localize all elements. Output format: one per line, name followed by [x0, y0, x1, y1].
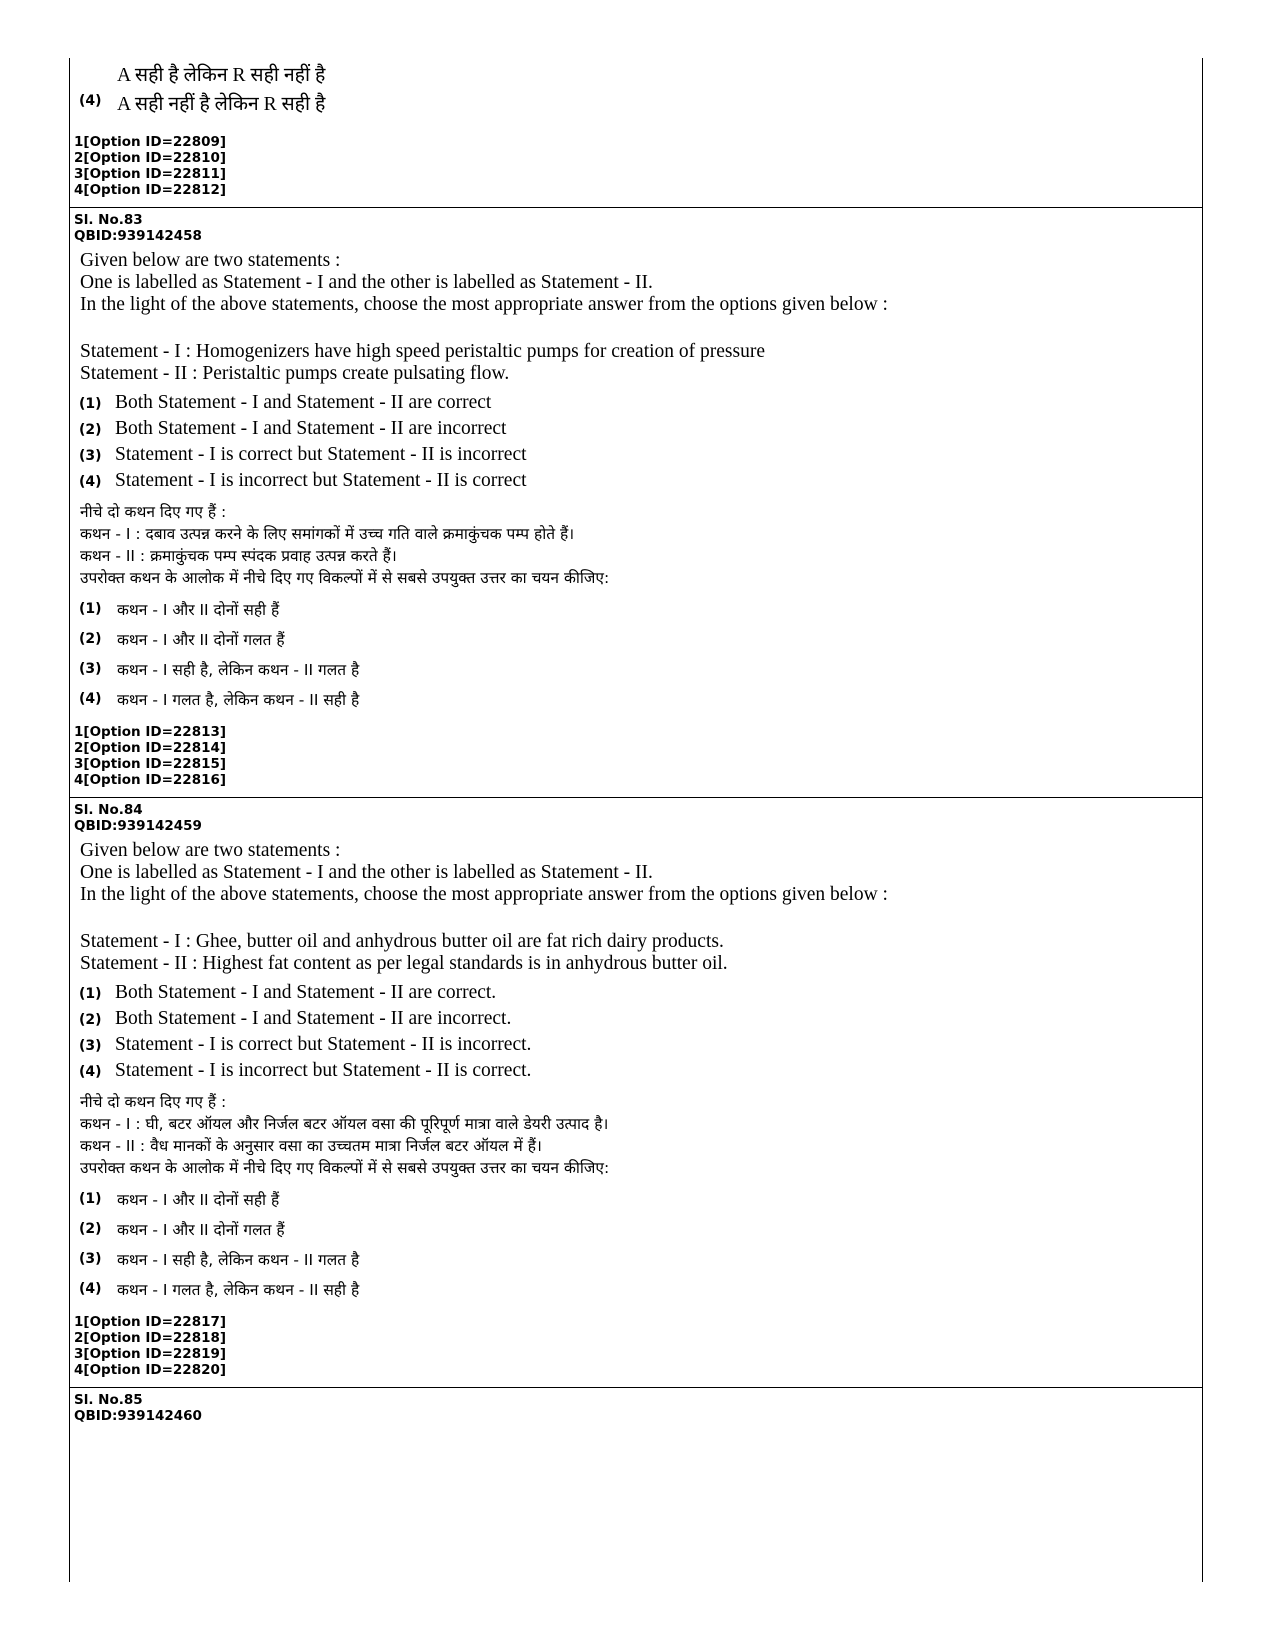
q84-option-3-text: Statement - I is correct but Statement - II is incorrect.	[115, 1034, 532, 1055]
q84-intro-1: Given below are two statements :	[80, 840, 341, 861]
q83-intro-3: In the light of the above statements, choose the most appropriate answer from the options given below :	[80, 294, 888, 315]
q84-option-2-text: Both Statement - I and Statement - II are incorrect.	[115, 1008, 512, 1029]
q82-option-3-text: A सही है लेकिन R सही नहीं है	[117, 65, 326, 86]
q85-header	[74, 1392, 202, 1424]
divider	[69, 797, 1203, 798]
q84-hindi-line-4: उपरोक्त कथन के आलोक में नीचे दिए गए विकल्पों में से सबसे उपयुक्त उत्तर का चयन कीजिए:	[80, 1159, 610, 1177]
q83-option-3-text: Statement - I is correct but Statement - II is incorrect	[115, 444, 527, 465]
q83-hindi-option-3-number: (3)	[79, 661, 102, 677]
option-id: 2[Option ID=22814]	[74, 740, 227, 756]
q83-hindi-option-2-text: कथन - I और II दोनों गलत हैं	[117, 631, 285, 649]
q84-option-1-number: (1)	[79, 986, 102, 1002]
option-id: 3[Option ID=22815]	[74, 756, 227, 772]
q84-header	[74, 802, 202, 834]
q84-option-ids	[74, 1314, 226, 1378]
q83-hindi-line-3: कथन - II : क्रमाकुंचक पम्प स्पंदक प्रवाह उत्पन्न करते हैं।	[80, 547, 397, 565]
q84-hindi-option-4-number: (4)	[79, 1281, 102, 1297]
q84-hindi-line-2: कथन - I : घी, बटर ऑयल और निर्जल बटर ऑयल वसा की पूरिपूर्ण मात्रा वाले डेयरी उत्पाद है।	[80, 1115, 609, 1133]
q83-option-1-number: (1)	[79, 396, 102, 412]
q83-option-ids	[74, 724, 226, 788]
q83-option-4-text: Statement - I is incorrect but Statement - II is correct	[115, 470, 527, 491]
q83-option-1-text: Both Statement - I and Statement - II are correct	[115, 392, 492, 413]
option-id: 3[Option ID=22819]	[74, 1346, 227, 1362]
q83-hindi-option-1-number: (1)	[79, 601, 102, 617]
q84-statement-2: Statement - II : Highest fat content as per legal standards is in anhydrous butter oil.	[80, 953, 728, 974]
serial-number: Sl. No.83	[74, 212, 143, 228]
q84-statement-1: Statement - I : Ghee, butter oil and anhydrous butter oil are fat rich dairy products.	[80, 931, 724, 952]
qbid: QBID:939142460	[74, 1408, 202, 1424]
q84-hindi-line-3: कथन - II : वैध मानकों के अनुसार वसा का उच्चतम मात्रा निर्जल बटर ऑयल में हैं।	[80, 1137, 542, 1155]
divider	[69, 1387, 1203, 1388]
q83-hindi-line-2: कथन - I : दबाव उत्पन्न करने के लिए समांगकों में उच्च गति वाले क्रमाकुंचक पम्प होते हैं।	[80, 525, 575, 543]
q84-intro-3: In the light of the above statements, choose the most appropriate answer from the options given below :	[80, 884, 888, 905]
q84-option-3-number: (3)	[79, 1038, 102, 1054]
q83-intro-2: One is labelled as Statement - I and the other is labelled as Statement - II.	[80, 272, 653, 293]
option-id: 4[Option ID=22812]	[74, 182, 227, 198]
q84-option-4-text: Statement - I is incorrect but Statement - II is correct.	[115, 1060, 532, 1081]
q83-hindi-option-2-number: (2)	[79, 631, 102, 647]
option-id: 3[Option ID=22811]	[74, 166, 227, 182]
q83-option-4-number: (4)	[79, 474, 102, 490]
serial-number: Sl. No.84	[74, 802, 143, 818]
q84-hindi-option-4-text: कथन - I गलत है, लेकिन कथन - II सही है	[117, 1281, 360, 1299]
q83-hindi-line-1: नीचे दो कथन दिए गए हैं :	[80, 503, 227, 521]
q84-hindi-option-3-number: (3)	[79, 1251, 102, 1267]
q83-option-3-number: (3)	[79, 448, 102, 464]
q84-option-4-number: (4)	[79, 1064, 102, 1080]
option-id: 1[Option ID=22817]	[74, 1314, 227, 1330]
option-id: 4[Option ID=22816]	[74, 772, 227, 788]
option-id: 2[Option ID=22818]	[74, 1330, 227, 1346]
option-id: 2[Option ID=22810]	[74, 150, 227, 166]
qbid: QBID:939142458	[74, 228, 202, 244]
q83-hindi-option-3-text: कथन - I सही है, लेकिन कथन - II गलत है	[117, 661, 360, 679]
divider	[69, 207, 1203, 208]
qbid: QBID:939142459	[74, 818, 202, 834]
q84-hindi-option-1-text: कथन - I और II दोनों सही हैं	[117, 1191, 280, 1209]
q83-hindi-option-1-text: कथन - I और II दोनों सही हैं	[117, 601, 280, 619]
q84-hindi-option-2-number: (2)	[79, 1221, 102, 1237]
q83-option-2-text: Both Statement - I and Statement - II are incorrect	[115, 418, 507, 439]
q82-option-4-text: A सही नहीं है लेकिन R सही है	[117, 94, 326, 115]
q83-statement-2: Statement - II : Peristaltic pumps create pulsating flow.	[80, 363, 510, 384]
q84-hindi-option-1-number: (1)	[79, 1191, 102, 1207]
q83-option-2-number: (2)	[79, 422, 102, 438]
q83-intro-1: Given below are two statements :	[80, 250, 341, 271]
q82-option-4-number: (4)	[79, 93, 102, 109]
q84-hindi-option-3-text: कथन - I सही है, लेकिन कथन - II गलत है	[117, 1251, 360, 1269]
q83-hindi-option-4-text: कथन - I गलत है, लेकिन कथन - II सही है	[117, 691, 360, 709]
q84-option-2-number: (2)	[79, 1012, 102, 1028]
option-id: 1[Option ID=22809]	[74, 134, 227, 150]
q84-hindi-line-1: नीचे दो कथन दिए गए हैं :	[80, 1093, 227, 1111]
q84-option-1-text: Both Statement - I and Statement - II are correct.	[115, 982, 497, 1003]
q84-intro-2: One is labelled as Statement - I and the other is labelled as Statement - II.	[80, 862, 653, 883]
serial-number: Sl. No.85	[74, 1392, 143, 1408]
option-id: 4[Option ID=22820]	[74, 1362, 227, 1378]
q83-header	[74, 212, 202, 244]
q83-statement-1: Statement - I : Homogenizers have high speed peristaltic pumps for creation of pressure	[80, 341, 765, 362]
q84-hindi-option-2-text: कथन - I और II दोनों गलत हैं	[117, 1221, 285, 1239]
q82-option-ids	[74, 134, 226, 198]
option-id: 1[Option ID=22813]	[74, 724, 227, 740]
q83-hindi-line-4: उपरोक्त कथन के आलोक में नीचे दिए गए विकल्पों में से सबसे उपयुक्त उत्तर का चयन कीजिए:	[80, 569, 610, 587]
q83-hindi-option-4-number: (4)	[79, 691, 102, 707]
